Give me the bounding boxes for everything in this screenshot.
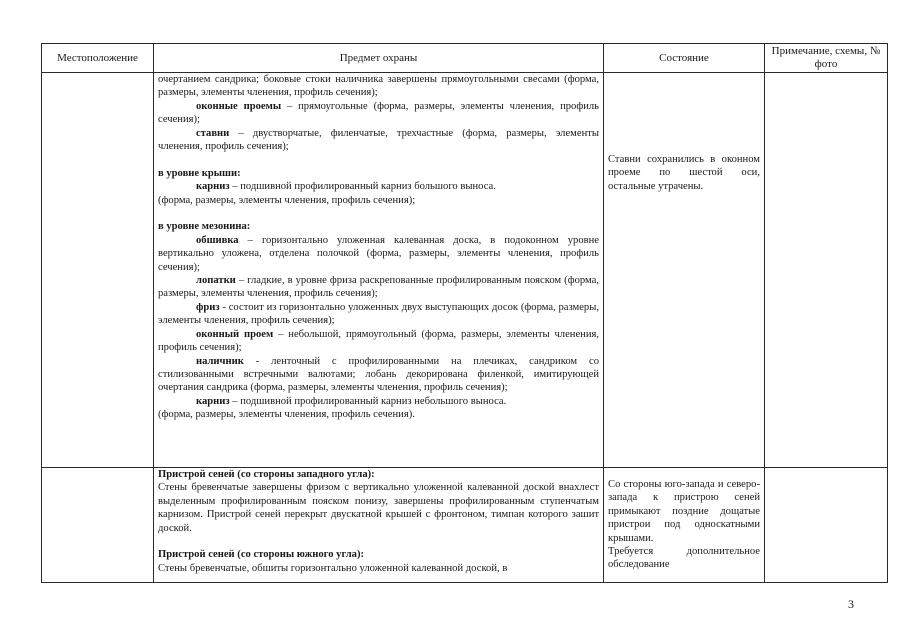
- paragraph: наличник - ленточный с профилированными на плечиках, сандриком со стилизованными встречными валютами; лобань декорирована филенкой, имитирующей очертания сандрика (форма, размеры, элементы членения, профиль сечения);: [158, 355, 599, 394]
- subject-text: [158, 468, 599, 575]
- location-cell: [42, 73, 154, 468]
- header-location: Местоположение: [42, 44, 154, 73]
- element-term: лопатки: [196, 275, 236, 287]
- element-term: карниз: [196, 181, 230, 193]
- paragraph: обшивка – горизонтально уложенная калеванная доска, в подоконном уровне вертикально уложена, отделена полочкой (форма, размеры, элементы членения, профиль сечения);: [158, 234, 599, 273]
- state-cell: [604, 73, 765, 468]
- section-heading: Пристрой сеней (со стороны западного угла):: [158, 469, 375, 480]
- subject-cell: [154, 468, 604, 583]
- paragraph: (форма, размеры, элементы членения, профиль сечения).: [158, 409, 415, 421]
- state-text: Ставни сохранились в оконном проеме по шестой оси, остальные утрачены.: [608, 154, 760, 192]
- state-text-extra: Требуется дополнительное обследование: [608, 546, 760, 571]
- section-heading: Пристрой сеней (со стороны южного угла):: [158, 549, 365, 561]
- heritage-table: [41, 43, 888, 583]
- header-state: Состояние: [604, 44, 765, 73]
- subject-text: [158, 73, 599, 422]
- location-cell: [42, 468, 154, 583]
- paragraph: Стены бревенчатые завершены фризом с вертикально уложенной калеванной доской внахлест выделенным профилированным пояском понизу, завершены профилированным ступенчатым карнизом. Пристрой сеней перекрыт двускатной крышей с фронтоном, тимпан которого зашит доской.: [158, 482, 599, 534]
- paragraph: карниз – подшивной профилированный карниз небольшого выноса.: [196, 395, 507, 407]
- section-heading: в уровне крыши:: [158, 167, 241, 179]
- header-note: Примечание, схемы, № фото: [765, 44, 888, 73]
- table-row: [42, 73, 888, 468]
- paragraph: лопатки – гладкие, в уровне фриза раскрепованные профилированным пояском (форма, размеры, элементы членения, профиль сечения);: [158, 275, 599, 300]
- paragraph: фриз - состоит из горизонтально уложенных двух выступающих досок (форма, размеры, элементы членения, профиль сечения);: [158, 301, 599, 327]
- element-term: оконные проемы: [196, 100, 282, 112]
- element-term: фриз: [196, 301, 220, 313]
- element-term: оконный проем: [196, 328, 274, 340]
- page-number: 3: [848, 597, 854, 611]
- element-term: наличник: [196, 355, 244, 367]
- paragraph: (форма, размеры, элементы членения, профиль сечения);: [158, 194, 416, 206]
- table-row: [42, 468, 888, 583]
- element-term: ставни: [196, 127, 230, 139]
- paragraph-gap: [158, 207, 599, 220]
- state-cell: [604, 468, 765, 583]
- paragraph-gap: [158, 153, 599, 166]
- element-term: карниз: [196, 395, 230, 407]
- note-cell: [765, 73, 888, 468]
- element-term: обшивка: [196, 234, 239, 246]
- paragraph: оконные проемы – прямоугольные (форма, размеры, элементы членения, профиль сечения);: [158, 100, 599, 126]
- paragraph: очертанием сандрика; боковые стоки наличника завершены прямоугольными свесами (форма, размеры, элементы членения, профиль сечения);: [158, 74, 599, 99]
- paragraph: ставни – двустворчатые, филенчатые, трехчастные (форма, размеры, элементы членения, профиль сечения);: [158, 127, 599, 153]
- paragraph: Стены бревенчатые, обшиты горизонтально уложенной калеванной доской, в: [158, 562, 508, 574]
- paragraph-gap: [158, 535, 599, 548]
- state-text: Со стороны юго-запада и северо-запада к пристрою сеней примыкают поздние дощатые пристрои под односкатными крышами.: [608, 479, 760, 544]
- note-cell: [765, 468, 888, 583]
- header-row: [42, 44, 888, 73]
- paragraph: карниз – подшивной профилированный карниз большого выноса.: [196, 181, 496, 193]
- section-heading: в уровне мезонина:: [158, 221, 251, 233]
- subject-cell: [154, 73, 604, 468]
- paragraph: оконный проем – небольшой, прямоугольный (форма, размеры, элементы членения, профиль сечения);: [158, 328, 600, 354]
- header-subject: Предмет охраны: [154, 44, 604, 73]
